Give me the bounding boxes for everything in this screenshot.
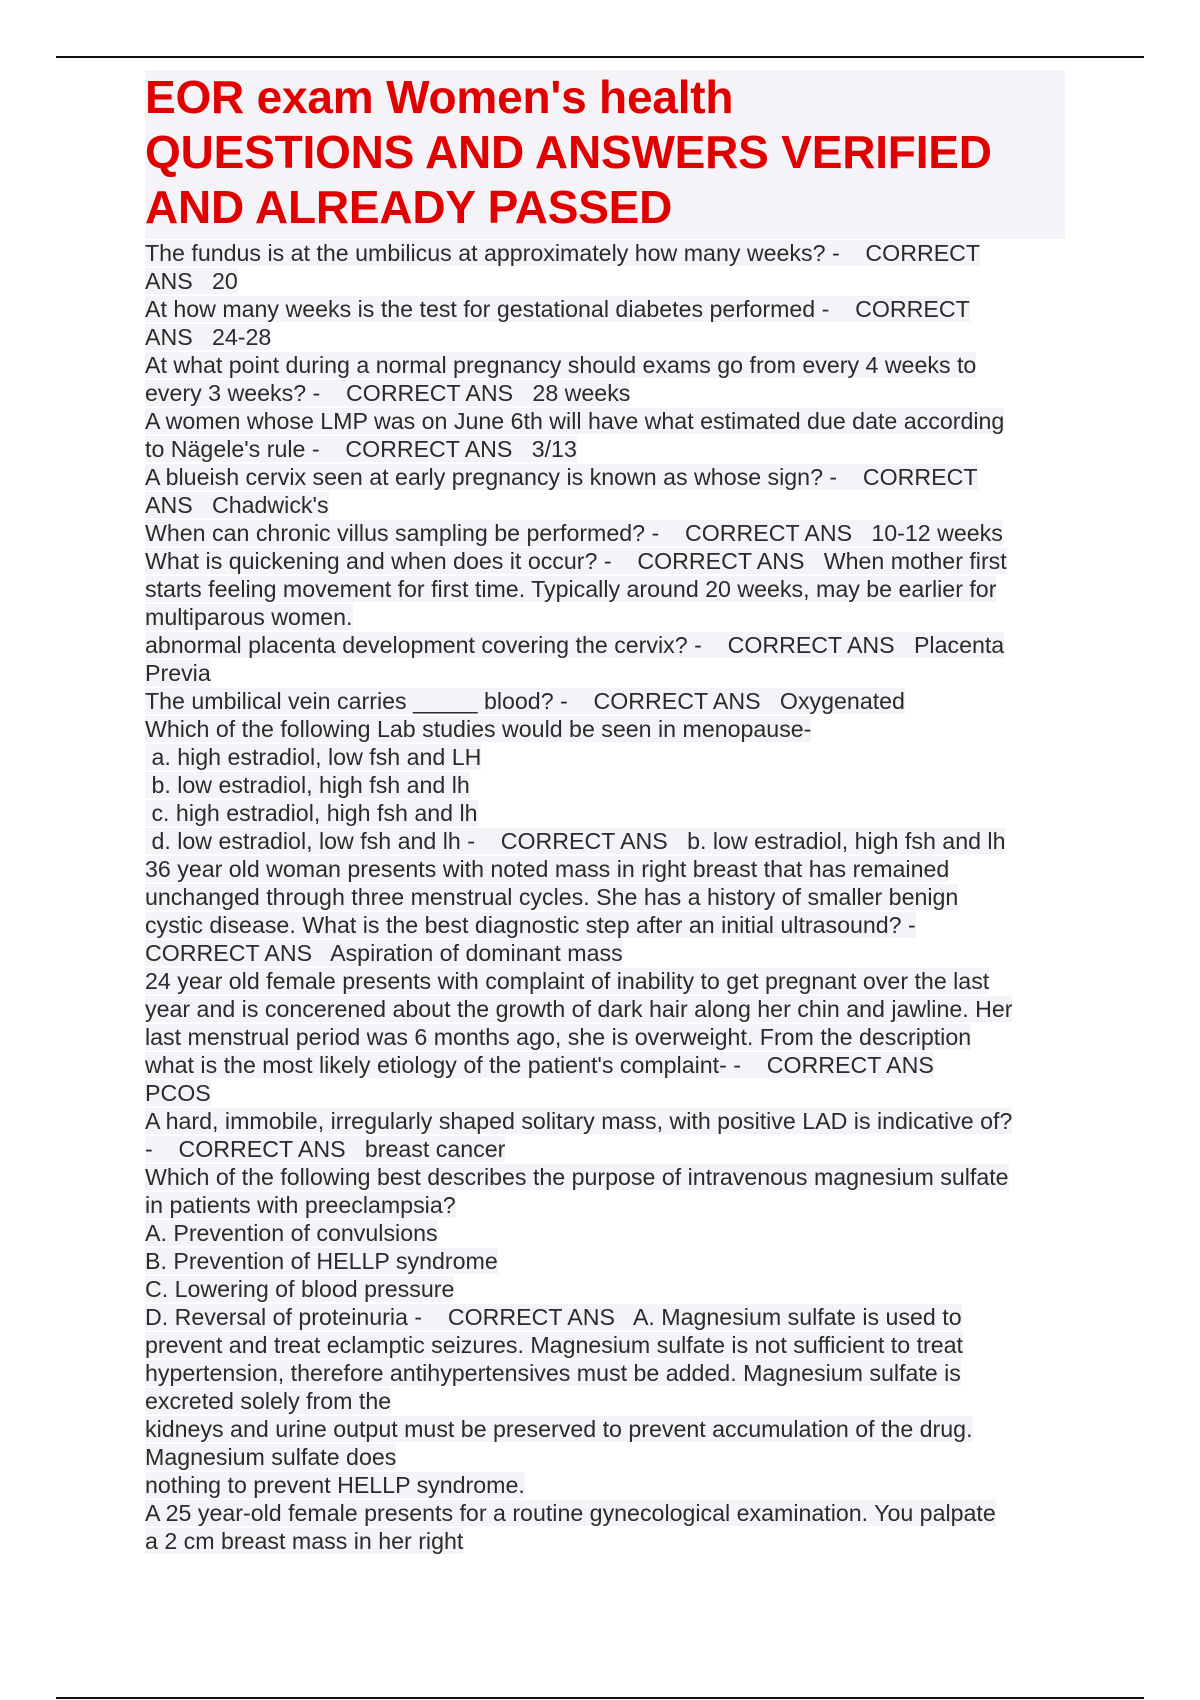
text-line-content: PCOS [145,1080,211,1106]
text-line-content: Previa [145,660,211,686]
text-line-content: a 2 cm breast mass in her right [145,1528,464,1554]
text-line [145,1163,1065,1191]
text-line-content: in patients with preeclampsia? [145,1192,456,1218]
document-content [145,70,1065,1555]
text-line [145,1107,1065,1135]
text-line [145,1359,1065,1387]
text-line-content: kidneys and urine output must be preserved to prevent accumulation of the drug. [145,1416,973,1442]
text-line [145,1471,1065,1499]
text-line-content: A blueish cervix seen at early pregnancy is known as whose sign? - CORRECT [145,464,978,490]
text-line-content: excreted solely from the [145,1388,392,1414]
text-line-content: What is quickening and when does it occur? - CORRECT ANS When mother first [145,548,1007,574]
text-line [145,267,1065,295]
question-answer-list [145,239,1065,1555]
text-line [145,1303,1065,1331]
text-line-content: to Nägele's rule - CORRECT ANS 3/13 [145,436,577,462]
text-line [145,379,1065,407]
text-line [145,743,1065,771]
text-line-content: multiparous women. [145,604,353,630]
text-line [145,1191,1065,1219]
text-line [145,575,1065,603]
text-line [145,967,1065,995]
text-line-content: A hard, immobile, irregularly shaped solitary mass, with positive LAD is indicative of? [145,1108,1013,1134]
text-line [145,1415,1065,1443]
text-line-content: Which of the following best describes the purpose of intravenous magnesium sulfate [145,1164,1009,1190]
text-line-content: what is the most likely etiology of the patient's complaint- - CORRECT ANS [145,1052,934,1078]
text-line [145,799,1065,827]
text-line [145,295,1065,323]
text-line [145,1079,1065,1107]
top-page-rule [56,56,1144,58]
text-line-content: A. Prevention of convulsions [145,1220,438,1246]
text-line-content: ANS 24-28 [145,324,272,350]
text-line [145,1275,1065,1303]
text-line [145,1219,1065,1247]
text-line-content: cystic disease. What is the best diagnostic step after an initial ultrasound? - [145,912,916,938]
text-line [145,1023,1065,1051]
text-line-content: 36 year old woman presents with noted mass in right breast that has remained [145,856,950,882]
text-line [145,547,1065,575]
text-line-content: ANS 20 [145,268,238,294]
text-line [145,771,1065,799]
text-line-content: CORRECT ANS Aspiration of dominant mass [145,940,623,966]
text-line [145,1051,1065,1079]
text-line-content: hypertension, therefore antihypertensives must be added. Magnesium sulfate is [145,1360,961,1386]
text-line-content: - CORRECT ANS breast cancer [145,1136,506,1162]
text-line-content: b. low estradiol, high fsh and lh [145,772,470,798]
text-line-content: Magnesium sulfate does [145,1444,397,1470]
text-line [145,491,1065,519]
text-line-content: C. Lowering of blood pressure [145,1276,455,1302]
text-line [145,1247,1065,1275]
text-line-content: a. high estradiol, low fsh and LH [145,744,482,770]
text-line [145,407,1065,435]
text-line [145,939,1065,967]
text-line [145,1331,1065,1359]
text-line-content: starts feeling movement for first time. Typically around 20 weeks, may be earlier for [145,576,997,602]
document-title [145,70,1065,239]
text-line-content: At how many weeks is the test for gestational diabetes performed - CORRECT [145,296,970,322]
text-line-content: year and is concerened about the growth of dark hair along her chin and jawline. Her [145,996,1013,1022]
text-line-content: nothing to prevent HELLP syndrome. [145,1472,525,1498]
text-line [145,1443,1065,1471]
text-line [145,603,1065,631]
text-line [145,1135,1065,1163]
text-line [145,631,1065,659]
text-line [145,827,1065,855]
text-line [145,519,1065,547]
text-line [145,659,1065,687]
text-line-content: A women whose LMP was on June 6th will have what estimated due date according [145,408,1005,434]
text-line-content: every 3 weeks? - CORRECT ANS 28 weeks [145,380,631,406]
text-line-content: abnormal placenta development covering the cervix? - CORRECT ANS Placenta [145,632,1005,658]
title-line: AND ALREADY PASSED [145,181,673,233]
title-line: QUESTIONS AND ANSWERS VERIFIED [145,126,992,178]
text-line-content: At what point during a normal pregnancy should exams go from every 4 weeks to [145,352,977,378]
text-line [145,715,1065,743]
text-line-content: The fundus is at the umbilicus at approximately how many weeks? - CORRECT [145,240,981,266]
text-line [145,1499,1065,1527]
text-line-content: A 25 year-old female presents for a routine gynecological examination. You palpate [145,1500,996,1526]
bottom-page-rule [56,1697,1144,1699]
text-line-content: c. high estradiol, high fsh and lh [145,800,478,826]
text-line [145,351,1065,379]
text-line [145,883,1065,911]
text-line-content: ANS Chadwick's [145,492,329,518]
text-line-content: 24 year old female presents with complaint of inability to get pregnant over the last [145,968,990,994]
text-line-content: prevent and treat eclamptic seizures. Magnesium sulfate is not sufficient to treat [145,1332,963,1358]
text-line-content: Which of the following Lab studies would be seen in menopause- [145,716,812,742]
text-line-content: d. low estradiol, low fsh and lh - CORRECT ANS b. low estradiol, high fsh and lh [145,828,1006,854]
text-line [145,323,1065,351]
text-line [145,239,1065,267]
text-line [145,911,1065,939]
text-line-content: B. Prevention of HELLP syndrome [145,1248,498,1274]
text-line [145,1387,1065,1415]
text-line [145,463,1065,491]
text-line [145,687,1065,715]
text-line [145,435,1065,463]
text-line-content: unchanged through three menstrual cycles. She has a history of smaller benign [145,884,959,910]
text-line-content: last menstrual period was 6 months ago, she is overweight. From the description [145,1024,972,1050]
text-line [145,1527,1065,1555]
text-line [145,995,1065,1023]
text-line-content: The umbilical vein carries _____ blood? - CORRECT ANS Oxygenated [145,688,905,714]
text-line [145,855,1065,883]
title-line: EOR exam Women's health [145,71,734,123]
text-line-content: D. Reversal of proteinuria - CORRECT ANS A. Magnesium sulfate is used to [145,1304,962,1330]
text-line-content: When can chronic villus sampling be performed? - CORRECT ANS 10-12 weeks [145,520,1003,546]
